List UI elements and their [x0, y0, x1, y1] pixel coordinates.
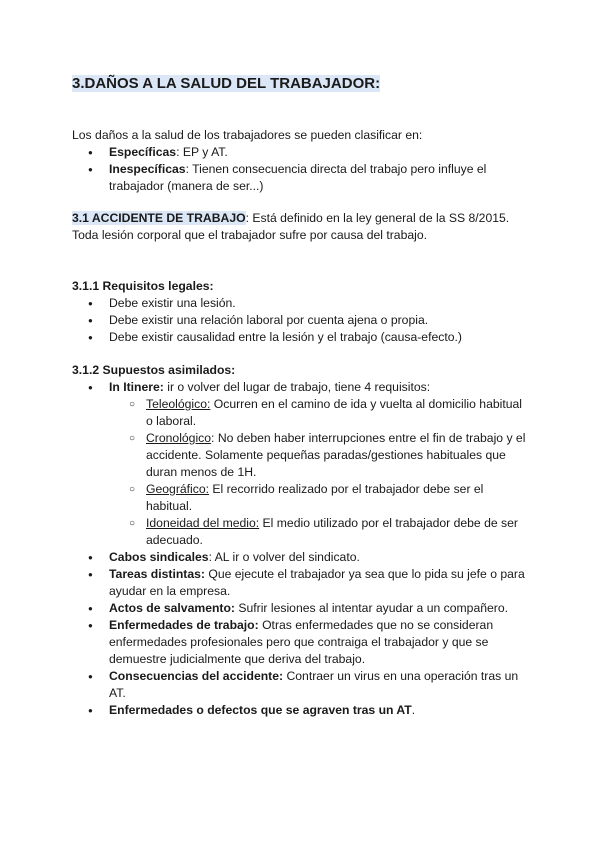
accidente-heading: 3.1 ACCIDENTE DE TRABAJO: [72, 211, 246, 225]
supuestos-list: [72, 379, 532, 719]
sublist-item: [109, 396, 532, 430]
list-item-text: .: [411, 703, 416, 717]
sublist-item: [109, 481, 532, 515]
supuestos-heading: 3.1.2 Supuestos asimilados:: [72, 363, 236, 377]
requisitos-block: [72, 278, 532, 346]
list-item: ● Debe existir una lesión.: [72, 295, 532, 312]
intro-text: Los daños a la salud de los trabajadores se pueden clasificar en:: [72, 128, 423, 142]
requisitos-list: [72, 295, 532, 346]
sublist-item-text: : No deben haber interrupciones entre el fin de trabajo y el accidente. Solamente pequeñas paradas/gestiones habituales que duran menos de 1H.: [146, 431, 526, 479]
list-item: ● Debe existir causalidad entre la lesión y el trabajo (causa-efecto.): [72, 329, 532, 346]
accidente-block: [72, 210, 532, 244]
accidente-definition: Toda lesión corporal que el trabajador sufre por causa del trabajo.: [72, 228, 428, 242]
section-title: [72, 74, 380, 94]
sublist-item-term: Idoneidad del medio:: [146, 516, 260, 530]
intro-list: [72, 144, 532, 195]
list-item-text: Contraer un virus en una operación tras un AT.: [109, 669, 519, 700]
list-item-term: Tareas distintas:: [109, 567, 205, 581]
list-item-text: Otras enfermedades que no se consideran enfermedades profesionales pero que contraiga el trabajador y que se demuestre judicialmente que deriva del trabajo.: [109, 618, 494, 666]
list-item: [72, 144, 532, 161]
list-item-term: Específicas: [109, 145, 177, 159]
list-item: [72, 617, 532, 668]
sublist-item: [109, 430, 532, 481]
accidente-paragraph: [72, 210, 532, 227]
list-item-text: ir o volver del lugar de trabajo, tiene 4 requisitos:: [163, 380, 431, 394]
accidente-text: : Está definido en la ley general de la SS 8/2015.: [245, 211, 510, 225]
list-item-term: Cabos sindicales: [109, 550, 209, 564]
list-item: [72, 161, 532, 195]
sublist-item: [109, 515, 532, 549]
in-itinere-sublist: [109, 396, 532, 549]
sublist-item-term: Teleológico:: [146, 397, 211, 411]
sublist-item-text: El recorrido realizado por el trabajador debe ser el habitual.: [146, 482, 484, 513]
sublist-item-term: Cronológico: [146, 431, 212, 445]
list-item-term: Enfermedades o defectos que se agraven tras un AT: [109, 703, 412, 717]
list-item-text: : EP y AT.: [176, 145, 228, 159]
requisitos-heading: 3.1.1 Requisitos legales:: [72, 279, 214, 293]
list-item: [72, 668, 532, 702]
sublist-item-text: Ocurren en el camino de ida y vuelta al domicilio habitual o laboral.: [146, 397, 523, 428]
supuestos-block: [72, 362, 532, 719]
sublist-item-term: Geográfico:: [146, 482, 210, 496]
list-item-term: Actos de salvamento:: [109, 601, 235, 615]
intro-block: [72, 127, 532, 195]
section-title-text: 3.DAÑOS A LA SALUD DEL TRABAJADOR:: [72, 75, 381, 92]
list-item-term: Inespecíficas: [109, 162, 186, 176]
list-item: [72, 600, 532, 617]
list-item-text: : AL ir o volver del sindicato.: [208, 550, 360, 564]
list-item-text: Que ejecute el trabajador ya sea que lo pida su jefe o para ayudar en la empresa.: [109, 567, 525, 598]
list-item-term: Consecuencias del accidente:: [109, 669, 284, 683]
list-item-text: Sufrir lesiones al intentar ayudar a un compañero.: [234, 601, 509, 615]
list-item: [72, 702, 532, 719]
list-item: [72, 549, 532, 566]
list-item: [72, 566, 532, 600]
sublist-item-text: El medio utilizado por el trabajador debe de ser adecuado.: [146, 516, 518, 547]
list-item-in-itinere: [72, 379, 532, 549]
list-item-text: : Tienen consecuencia directa del trabajo pero influye el trabajador (manera de ser...): [109, 162, 487, 193]
list-item-term: In Itinere:: [109, 380, 164, 394]
list-item: ● Debe existir una relación laboral por cuenta ajena o propia.: [72, 312, 532, 329]
list-item-term: Enfermedades de trabajo:: [109, 618, 259, 632]
